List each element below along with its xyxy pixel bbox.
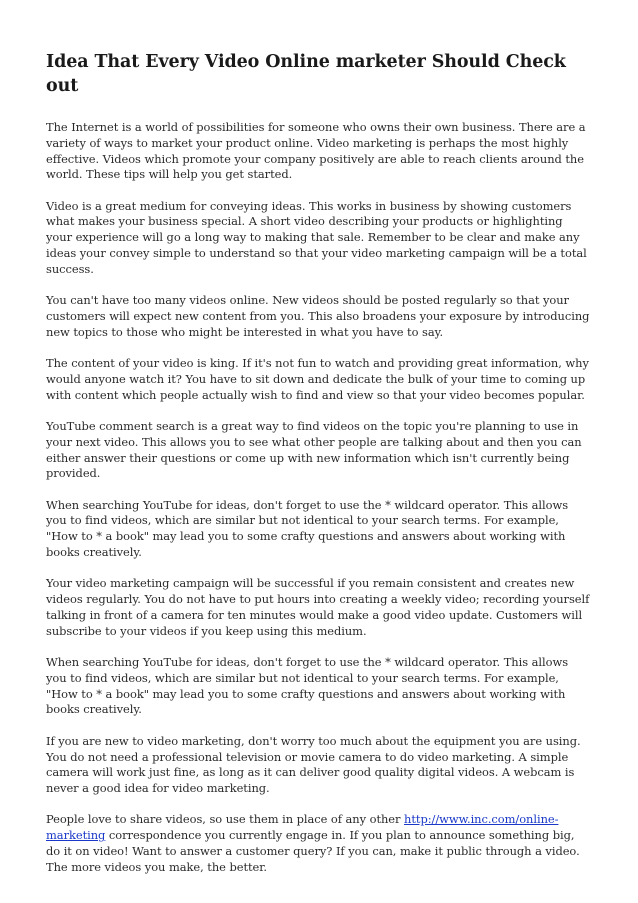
paragraph-consistency: Your video marketing campaign will be successful if you remain consistent and creates new videos regularly. You do not have to put hours into creating a weekly video; recording yourself talking in front of a camera for ten minutes would make a good video update. Customers will subscribe to your videos if you keep using this medium. xyxy=(46,576,590,638)
paragraph-content-king: The content of your video is king. If it's not fun to watch and providing great information, why would anyone watch it? You have to sit down and dedicate the bulk of your time to coming up with content which people actually wish to find and view so that your video becomes popular. xyxy=(46,356,589,402)
paragraph-intro: The Internet is a world of possibilities for someone who owns their own business. There are a variety of ways to market your product online. Video marketing is perhaps the most highly effective. Videos which promote your company positively are able to reach clients around the world. These tips will help you get started. xyxy=(46,120,586,182)
paragraph-comment-search: YouTube comment search is a great way to find videos on the topic you're planning to use in your next video. This allows you to see what other people are talking about and then you can either answer their questions or come up with new information which isn't currently being provided. xyxy=(46,418,582,481)
document-title: Idea That Every Video Online marketer Should Check out xyxy=(46,52,566,96)
paragraph-wildcard-1: When searching YouTube for ideas, don't forget to use the * wildcard operator. This allows you to find videos, which are similar but not identical to your search terms. For example, "How to * a book" may lead you to some crafty questions and answers about working with books creatively. xyxy=(46,497,569,560)
paragraph-text-after-link: correspondence you currently engage in. If you plan to announce something big, do it on video! Want to answer a customer query? If you can, make it public through a video. The more videos you make, the better. xyxy=(46,828,580,874)
paragraph-text-before-link: People love to share videos, so use them in place of any other xyxy=(46,812,405,827)
paragraph-medium: Video is a great medium for conveying ideas. This works in business by showing customers what makes your business special. A short video describing your products or highlighting your experience will go a long way to making that sale. Remember to be clear and make any ideas your convey simple to understand so that your video marketing campaign will be a total success. xyxy=(46,198,587,276)
paragraph-many-videos: You can't have too many videos online. New videos should be posted regularly so that your customers will expect new content from you. This also broadens your exposure by introducing new topics to those who might be interested in what you have to say. xyxy=(46,293,590,339)
paragraph-share-videos xyxy=(46,812,592,875)
paragraph-equipment: If you are new to video marketing, don't worry too much about the equipment you are using. You do not need a professional television or movie camera to do video marketing. A simple camera will work just fine, as long as it can deliver good quality digital videos. A webcam is never a good idea for video marketing. xyxy=(46,733,581,796)
paragraph-wildcard-2: When searching YouTube for ideas, don't forget to use the * wildcard operator. This allows you to find videos, which are similar but not identical to your search terms. For example, "How to * a book" may lead you to some crafty questions and answers about working with books creatively. xyxy=(46,655,569,717)
document-page xyxy=(46,50,592,891)
online-marketing-link[interactable]: http://www.inc.com/online-marketing xyxy=(46,812,559,843)
